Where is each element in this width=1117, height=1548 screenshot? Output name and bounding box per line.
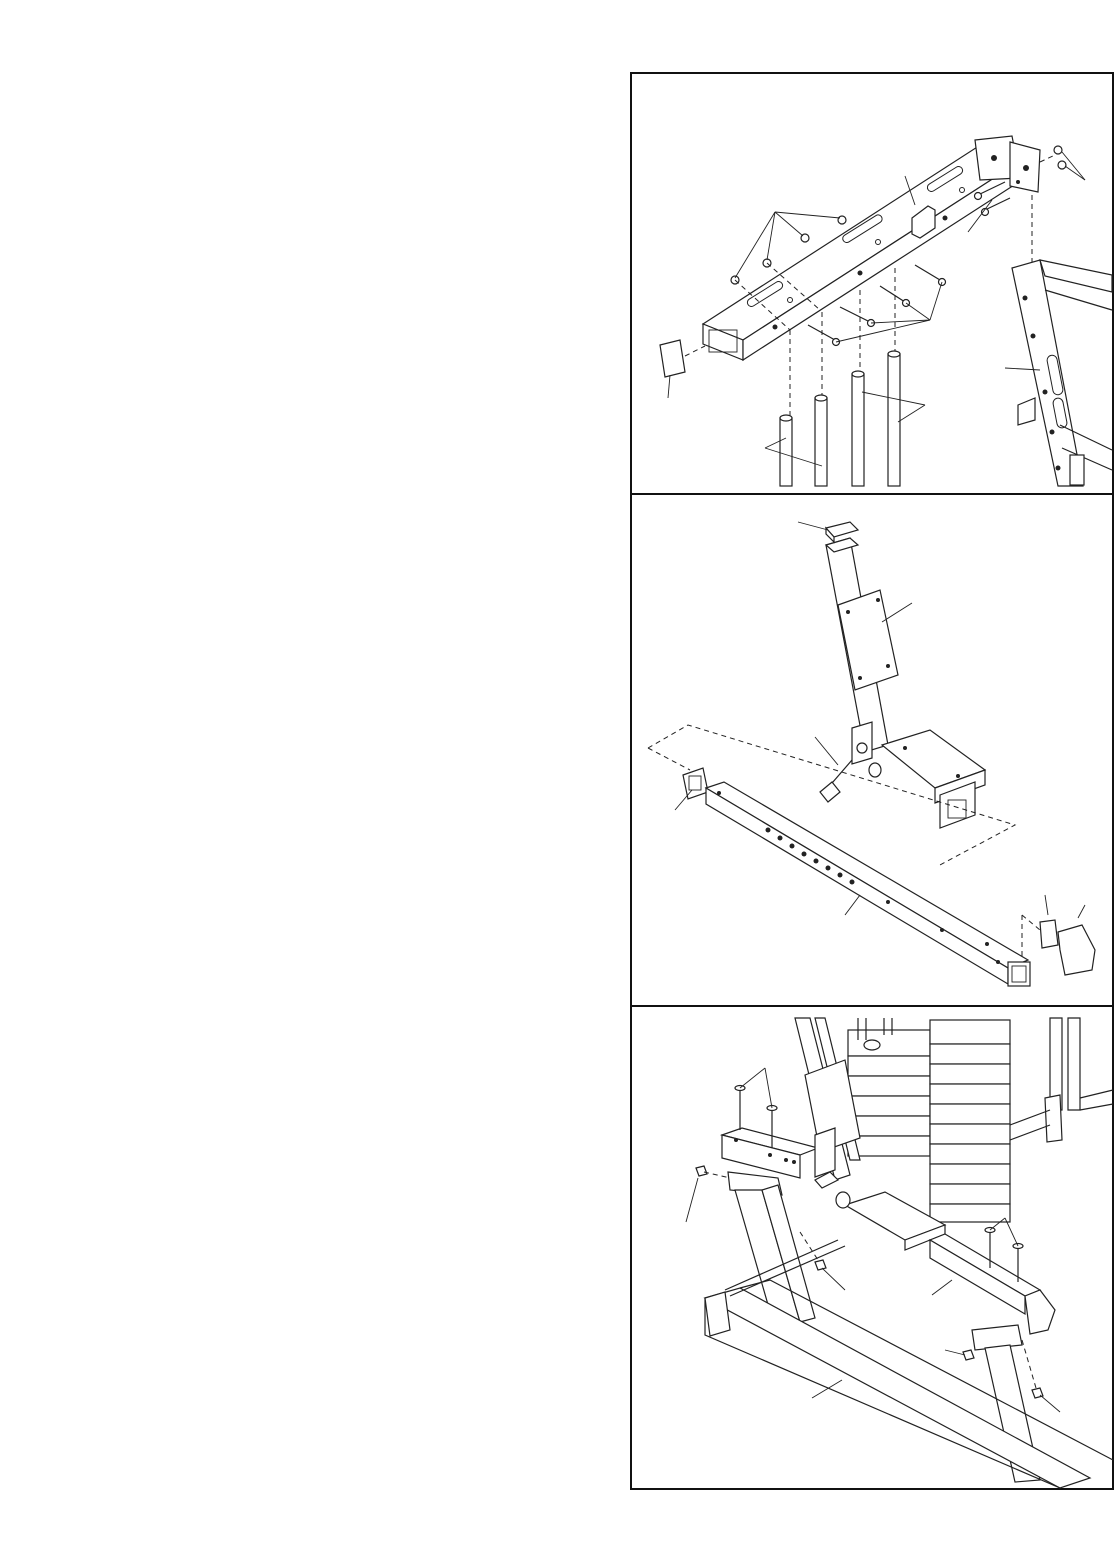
left-text-column	[60, 72, 600, 1490]
panel-1-upper-frame	[660, 136, 1112, 486]
weight-stack	[848, 1018, 1010, 1222]
rail-end-cap	[1025, 1290, 1055, 1334]
adjustment-knob[interactable]	[820, 782, 840, 802]
end-plug	[683, 768, 708, 799]
back-pad	[838, 590, 898, 690]
panel-2-seat-frame	[648, 522, 1095, 986]
end-cap	[660, 340, 685, 377]
nut	[696, 1166, 707, 1176]
diagram-panels	[630, 72, 1114, 1490]
assembly-diagram-svg	[630, 72, 1114, 1490]
seat-rail-tube	[706, 782, 1030, 986]
end-cap-right	[1058, 925, 1095, 975]
panel-3-base-frame	[686, 1018, 1113, 1488]
upright-frame	[1005, 195, 1112, 486]
end-cover	[1040, 920, 1058, 948]
front-crossbar	[722, 1128, 818, 1178]
